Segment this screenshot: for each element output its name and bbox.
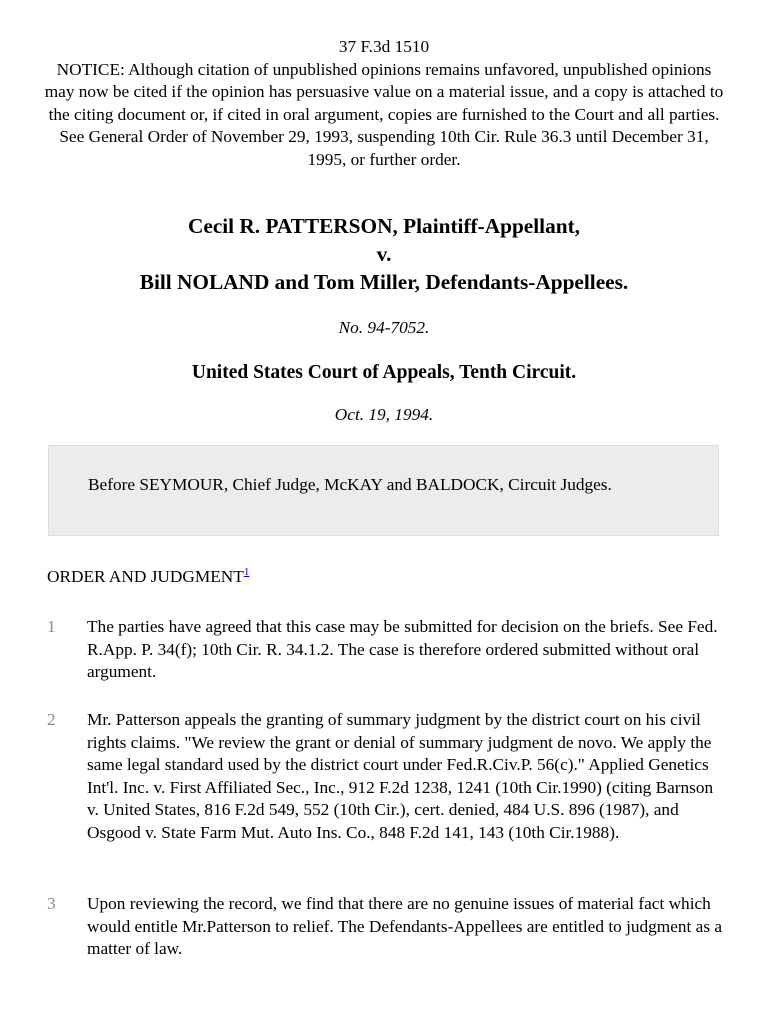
paragraph-text: The parties have agreed that this case may be submitted for decision on the briefs. See Fed. R.App. P. 34(f); 10th Cir. R. 34.1.2. The case is therefore ordered submitted without oral argument. [87, 617, 718, 681]
decision-date: Oct. 19, 1994. [334, 405, 434, 424]
court-name: United States Court of Appeals, Tenth Circuit. [191, 362, 577, 383]
paragraph-number: 3 [47, 894, 56, 913]
footnote-link[interactable]: 1 [243, 566, 250, 578]
unpublished-notice: NOTICE: Although citation of unpublished opinions remains unfavored, unpublished opinions may now be cited if the opinion has persuasive value on a material issue, and a copy is attached to the citing document or, if cited in oral argument, copies are furnished to the Court and all parties. See General Order of November 29, 1993, suspending 10th Cir. Rule 36.3 until December 31, 1995, or further order. [44, 59, 724, 169]
order-heading [47, 566, 249, 588]
plaintiff-line: Cecil R. PATTERSON, Plaintiff-Appellant, [187, 214, 581, 238]
docket-number: No. 94-7052. [338, 318, 430, 337]
paragraph-number: 1 [47, 617, 56, 636]
citation: 37 F.3d 1510 [338, 37, 430, 56]
order-heading-label: ORDER AND JUDGMENT [47, 567, 244, 586]
document-header [40, 36, 728, 171]
versus-line: v. [376, 242, 392, 266]
judges-panel-text: Before SEYMOUR, Chief Judge, McKAY and BALDOCK, Circuit Judges. [88, 475, 612, 494]
paragraph-text: Upon reviewing the record, we find that there are no genuine issues of material fact which would entitle Mr.Patterson to relief. The Defendants-Appellees are entitled to judgment as a matter of law. [87, 894, 723, 958]
paragraph-text: Mr. Patterson appeals the granting of summary judgment by the district court on his civil rights claims. "We review the grant or denial of summary judgment de novo. We apply the same legal standard used by the district court under Fed.R.Civ.P. 56(c)." Applied Genetics Int'l. Inc. v. First Affiliated Sec., Inc., 912 F.2d 1238, 1241 (10th Cir.1990) (citing Barnson v. United States, 816 F.2d 549, 552 (10th Cir.), cert. denied, 484 U.S. 896 (1987), and Osgood v. State Farm Mut. Auto Ins. Co., 848 F.2d 141, 143 (10th Cir.1988). [87, 710, 714, 842]
defendants-line: Bill NOLAND and Tom Miller, Defendants-Appellees. [139, 270, 629, 294]
judges-panel-box [48, 445, 719, 536]
case-caption [20, 212, 748, 296]
paragraph-number: 2 [47, 710, 56, 729]
